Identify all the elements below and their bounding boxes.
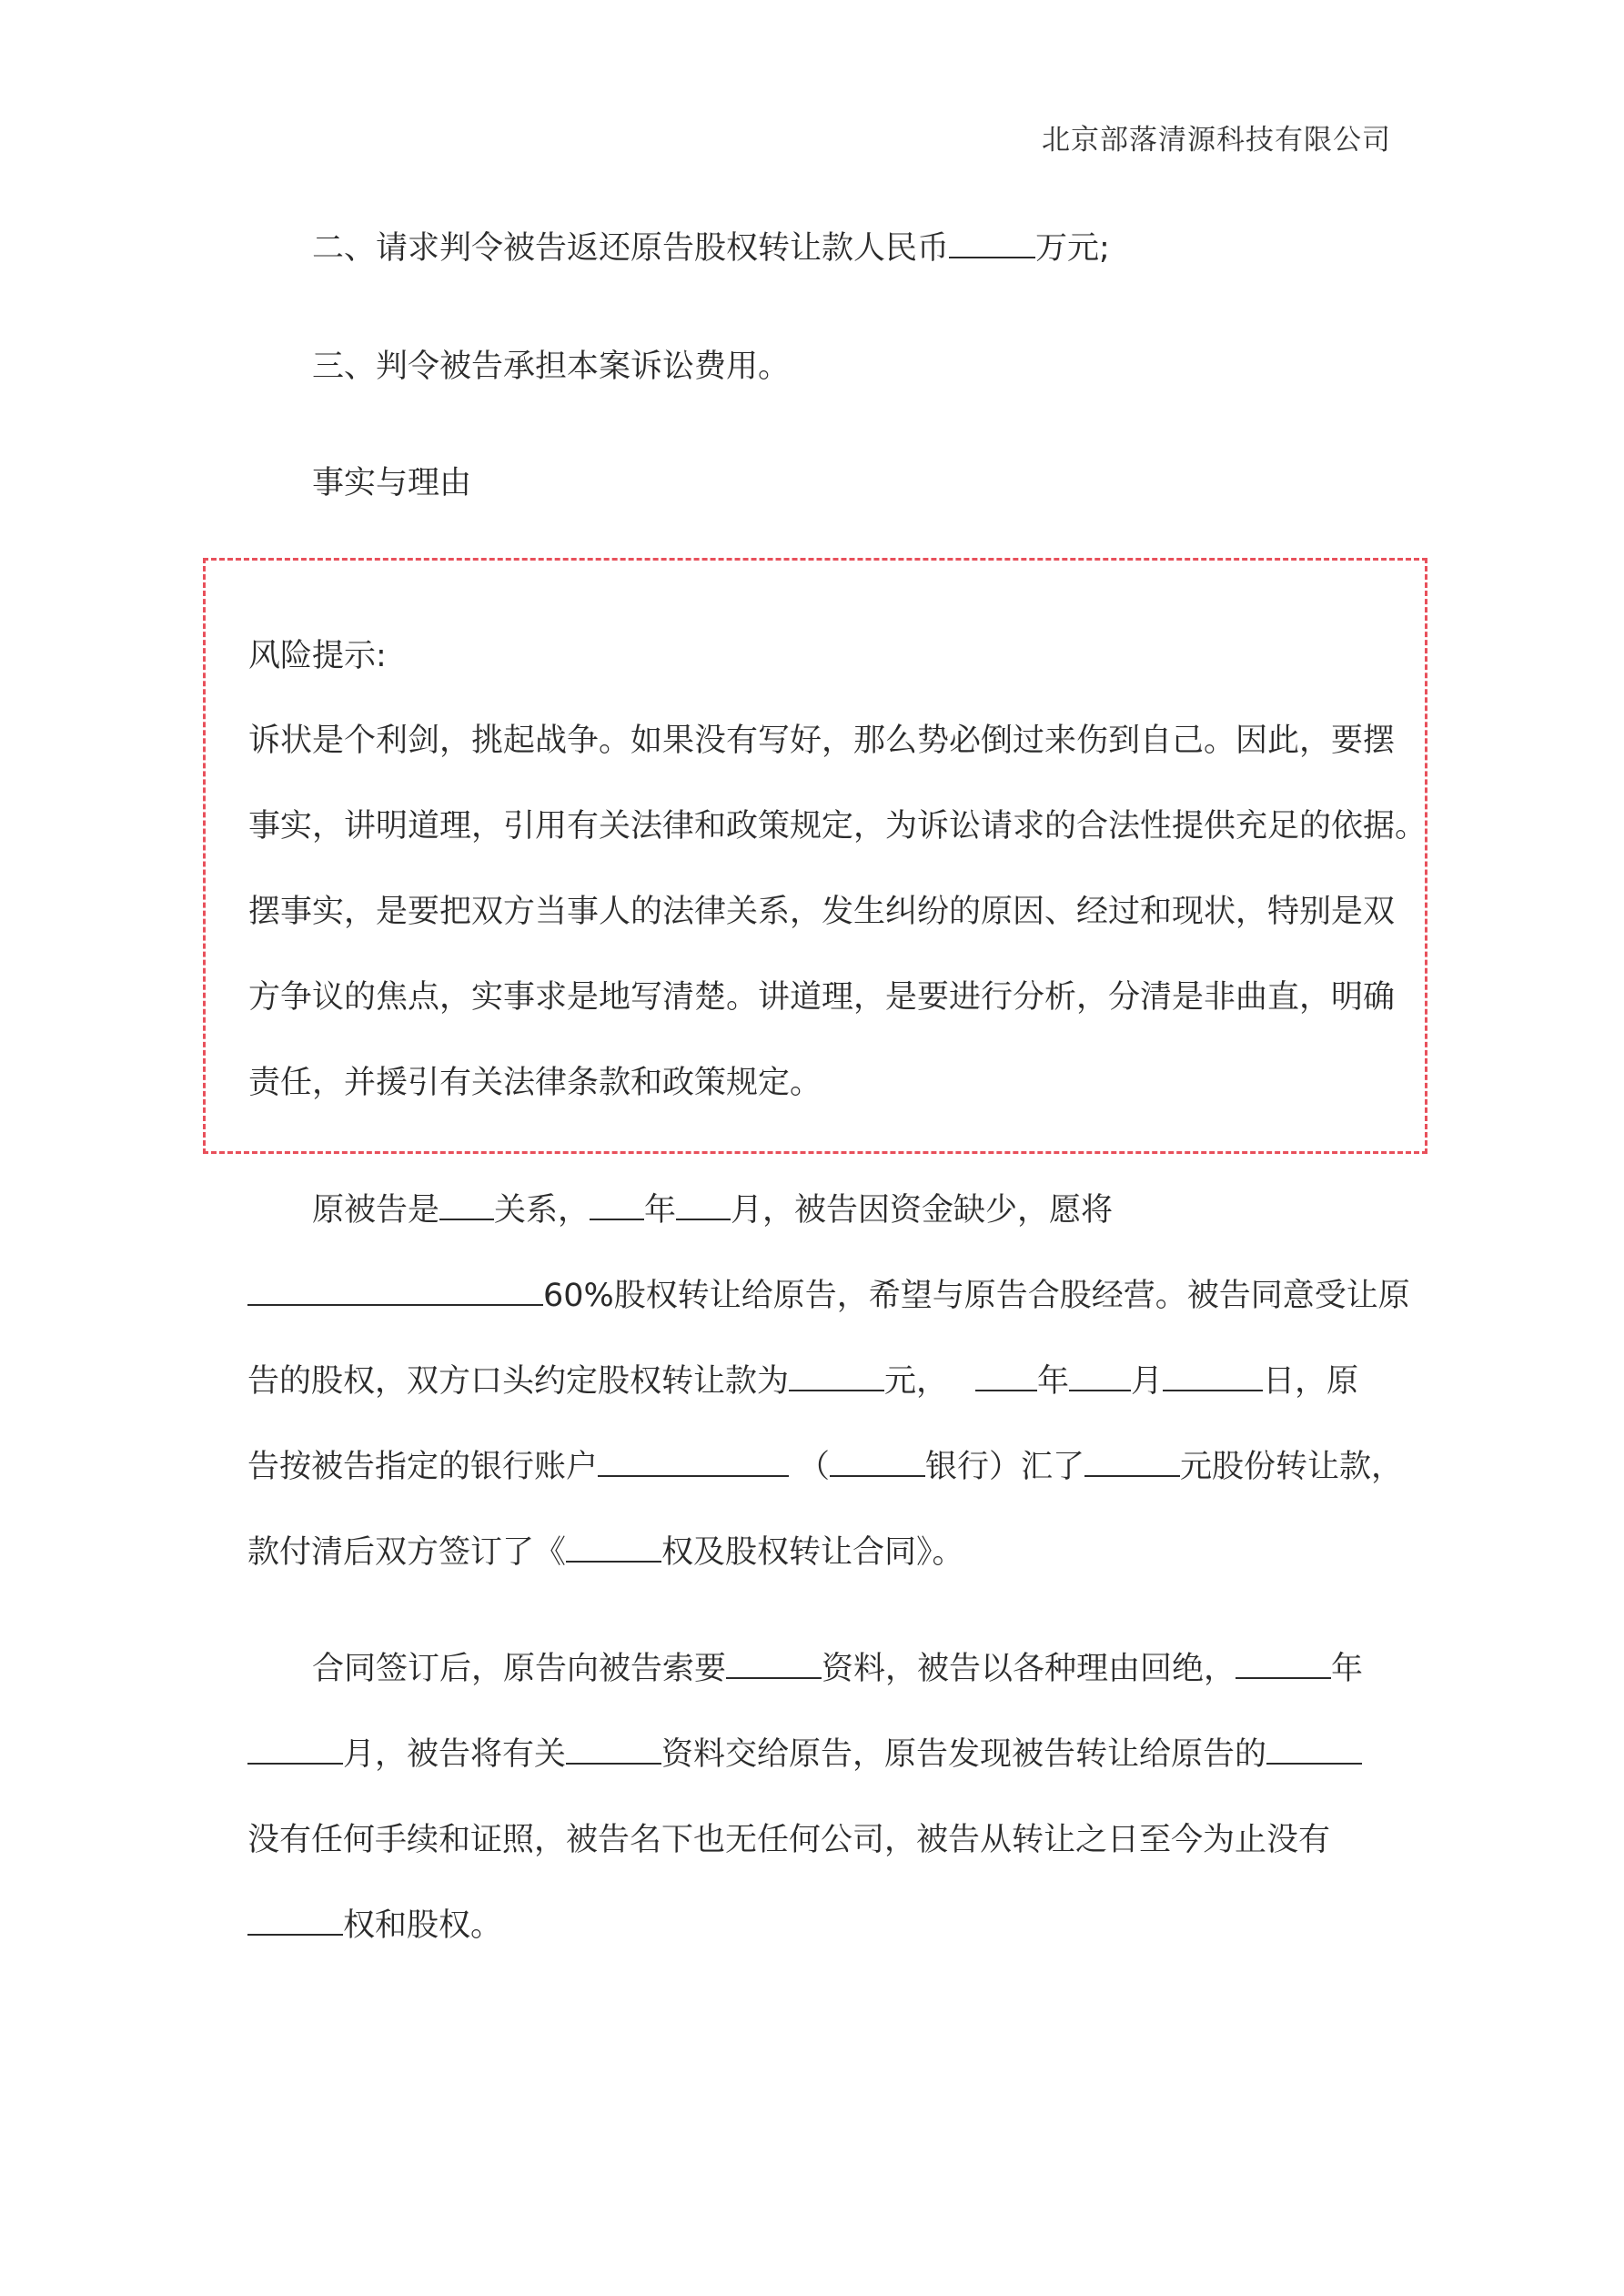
risk-line: 诉状是个利剑，挑起战争。如果没有写好，那么势必倒过来伤到自己。因此，要摆 [248,723,1396,759]
text-segment: 原被告是 [312,1192,440,1229]
facts-p1-line3 [247,1356,1358,1401]
text-segment: 资料，被告以各种理由回绝， [822,1651,1236,1687]
text-segment: 月，被告将有关 [343,1736,567,1773]
claim-item-2-prefix: 二、请求判令被告返还原告股权转让款人民币 [312,230,950,267]
object-blank [1266,1762,1362,1765]
price-blank [789,1389,884,1391]
text-segment: 银行）汇了 [925,1449,1085,1485]
text-segment: （ [798,1449,831,1485]
facts-p1-line2 [247,1270,1410,1316]
facts-p1-line4 [247,1441,1403,1487]
claim-item-3: 三、判令被告承担本案诉讼费用。 [312,349,791,385]
text-segment: 资料交给原告，原告发现被告转让给原告的 [661,1736,1267,1773]
relation-blank [439,1218,494,1220]
text-segment: 合同签订后，原告向被告索要 [312,1651,727,1687]
text-segment: 权和股权。 [343,1907,503,1944]
bank-blank [830,1474,925,1477]
amount-blank [949,256,1035,258]
year-blank [975,1389,1037,1391]
facts-p2-line2 [247,1729,1362,1775]
company-header: 北京部落清源科技有限公司 [1042,124,1391,157]
month-blank [1069,1389,1131,1391]
text-segment: 年 [1037,1363,1070,1400]
text-segment: 权及股权转让合同》。 [661,1534,964,1571]
text-segment: 60%股权转让给原告，希望与原告合股经营。被告同意受让原 [543,1278,1410,1314]
facts-p2-line3: 没有任何手续和证照，被告名下也无任何公司，被告从转让之日至今为止没有 [247,1822,1331,1858]
facts-p1-line1 [312,1185,1113,1230]
text-segment: 元， [884,1363,949,1400]
account-blank [598,1474,789,1477]
text-segment: 月，被告因资金缺少，愿将 [731,1192,1114,1229]
claim-item-2 [312,223,1110,268]
facts-p2-line1 [312,1644,1363,1689]
text-segment: 告的股权，双方口头约定股权转让款为 [247,1363,790,1400]
text-segment: 日，原 [1263,1363,1359,1400]
text-segment: 告按被告指定的银行账户 [247,1449,599,1485]
section-title: 事实与理由 [312,465,472,501]
day-blank [1163,1389,1263,1391]
risk-line: 方争议的焦点，实事求是地写清楚。讲道理，是要进行分析，分清是非曲直，明确 [248,979,1396,1016]
text-segment: 年 [1331,1651,1364,1687]
rights-blank [247,1933,343,1936]
claim-item-2-suffix: 万元; [1035,230,1110,267]
risk-title: 风险提示: [248,638,387,674]
month-blank [676,1218,731,1220]
contract-blank [566,1560,661,1563]
month-blank [247,1762,343,1765]
materials-blank [726,1676,822,1679]
company-blank [247,1303,543,1306]
year-blank [590,1218,644,1220]
text-segment: 元股份转让款， [1180,1449,1404,1485]
text-segment: 月 [1131,1363,1164,1400]
materials-blank [566,1762,661,1765]
risk-notice-box [203,558,1427,1154]
facts-p1-line5 [247,1527,964,1573]
risk-line: 责任，并援引有关法律条款和政策规定。 [248,1065,822,1101]
text-segment: 款付清后双方签订了《 [247,1534,567,1571]
text-segment: 关系， [494,1192,590,1229]
risk-line: 事实，讲明道理，引用有关法律和政策规定，为诉讼请求的合法性提供充足的依据。 [248,808,1427,845]
risk-line: 摆事实，是要把双方当事人的法律关系，发生纠纷的原因、经过和现状，特别是双 [248,894,1396,930]
text-segment: 年 [644,1192,677,1229]
year-blank [1236,1676,1331,1679]
facts-p2-line4 [247,1900,502,1946]
amount-blank [1084,1474,1180,1477]
